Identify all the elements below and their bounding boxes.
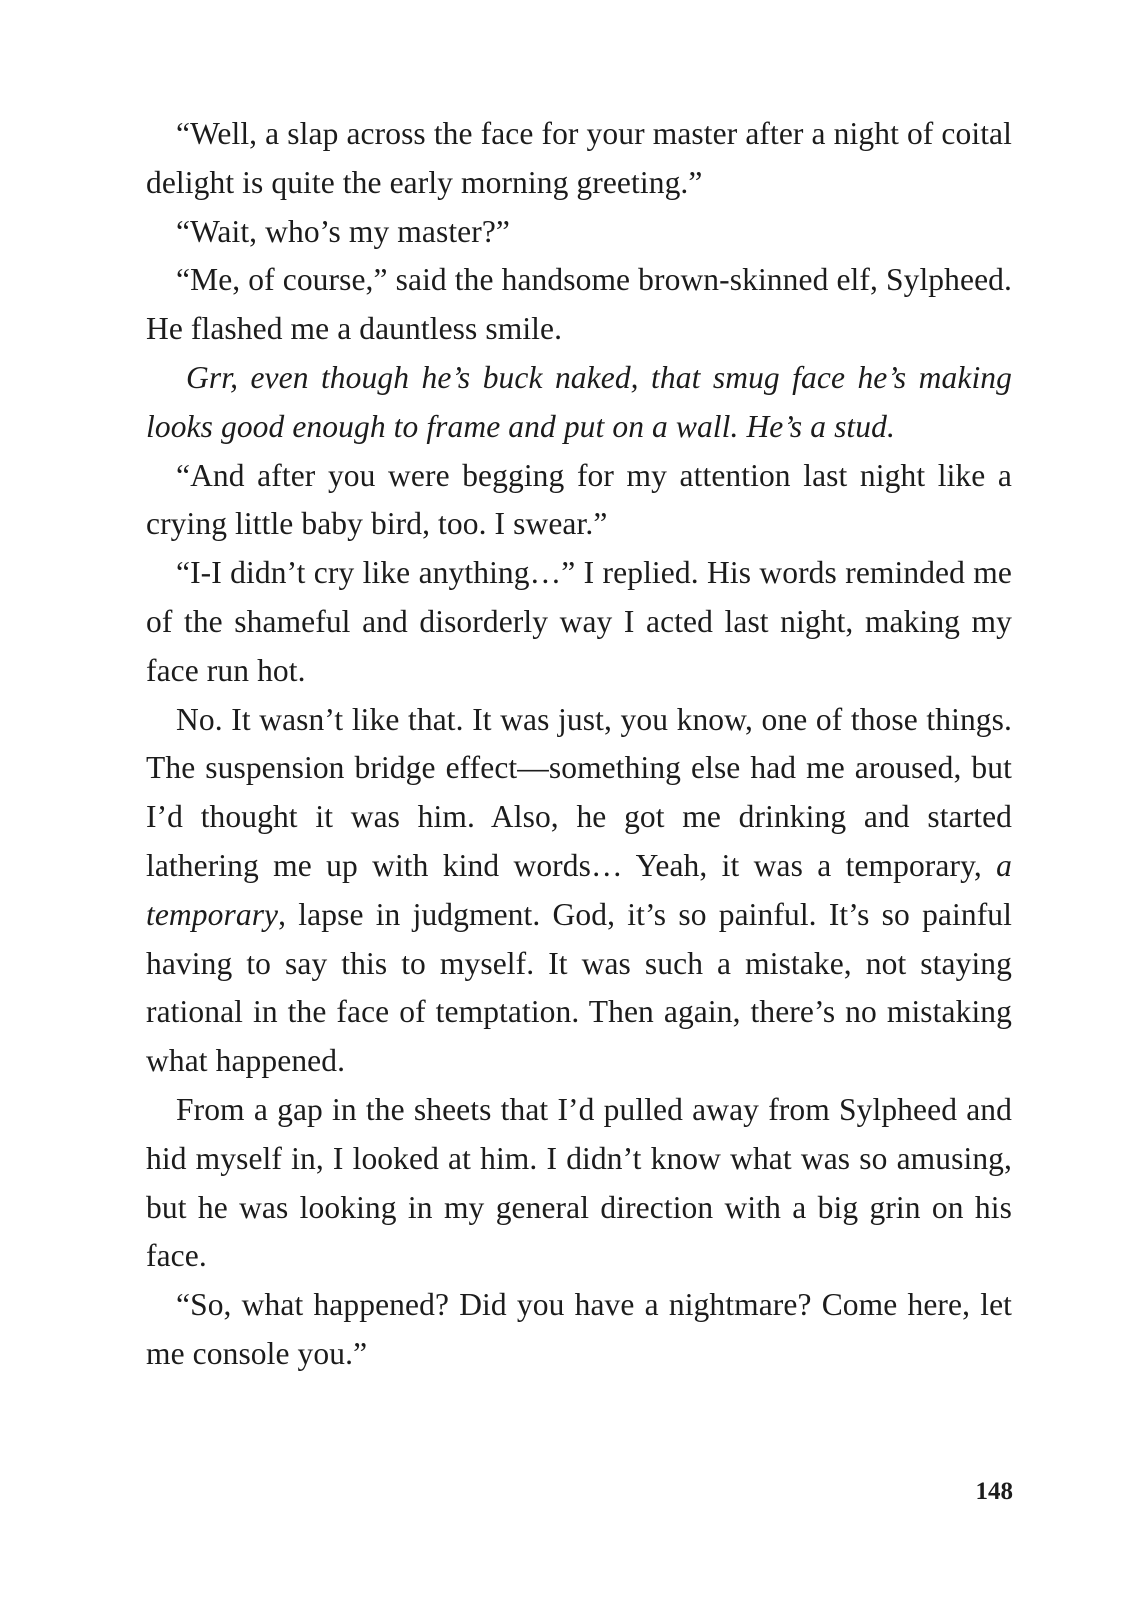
paragraph-5 — [146, 452, 1012, 550]
paragraph-5-text: “And after you were begging for my attention last night like a crying little baby bird, too. I swear.” — [146, 457, 1012, 542]
page-number: 148 — [975, 1478, 1013, 1505]
paragraph-3 — [146, 256, 1012, 354]
paragraph-6 — [146, 549, 1012, 695]
paragraph-3-text: “Me, of course,” said the handsome brown-skinned elf, Sylpheed. He flashed me a dauntless smile. — [146, 262, 1012, 347]
paragraph-7-text-before: No. It wasn’t like that. It was just, you know, one of those things. The suspension bridge effect—something else had me aroused, but I’d thought it was him. Also, he got me drinking and started lathering me up with kind words… Yeah, it was a temporary, — [146, 701, 1012, 883]
paragraph-1-text: “Well, a slap across the face for your master after a night of coital delight is quite the early morning greeting.” — [146, 116, 1012, 200]
body-text — [146, 110, 1012, 1379]
paragraph-1 — [146, 110, 1012, 208]
paragraph-8 — [146, 1086, 1012, 1281]
paragraph-9 — [146, 1281, 1012, 1379]
paragraph-6-text: “I-I didn’t cry like anything…” I replied. His words reminded me of the shameful and disorderly way I acted last night, making my face run hot. — [146, 555, 1012, 688]
paragraph-4-text: Grr, even though he’s buck naked, that smug face he’s making looks good enough to frame and put on a wall. He’s a stud. — [146, 359, 1012, 444]
paragraph-7-emphasis: a temporary — [146, 847, 1012, 932]
paragraph-9-text: “So, what happened? Did you have a nightmare? Come here, let me console you.” — [146, 1287, 1012, 1371]
paragraph-2 — [146, 208, 1012, 257]
paragraph-7-text-after: , lapse in judgment. God, it’s so painful. It’s so painful having to say this to myself. It was such a mistake, not staying rational in the face of temptation. Then again, there’s no mistaking what happened. — [146, 896, 1012, 1079]
paragraph-2-text: “Wait, who’s my master?” — [176, 213, 511, 249]
paragraph-4-inner-thought — [146, 354, 1012, 452]
paragraph-7 — [146, 696, 1012, 1086]
paragraph-8-text: From a gap in the sheets that I’d pulled away from Sylpheed and hid myself in, I looked at him. I didn’t know what was so amusing, but he was looking in my general direction with a big grin on his face. — [146, 1091, 1012, 1274]
